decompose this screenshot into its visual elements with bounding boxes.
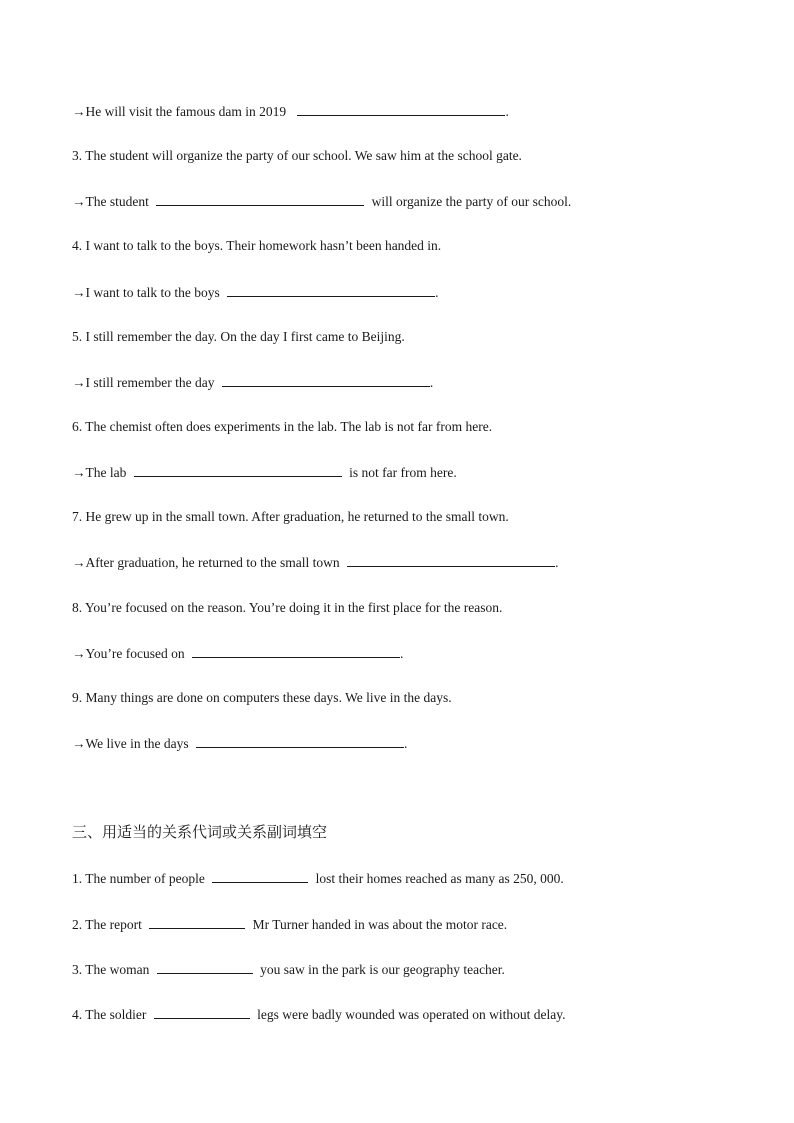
line-text: →I still remember the day (72, 375, 215, 390)
line-text: 3. The woman (72, 962, 150, 977)
line-text: 9. Many things are done on computers these days. We live in the days. (72, 690, 452, 705)
fill-item-1 (72, 869, 564, 888)
rewrite-line-5-answer (72, 373, 433, 392)
line-tail: . (505, 104, 509, 119)
rewrite-line-9-answer (72, 734, 407, 753)
answer-blank[interactable] (149, 915, 245, 929)
sentence-9 (72, 689, 452, 707)
sentence-5 (72, 328, 405, 346)
answer-blank[interactable] (156, 192, 364, 206)
answer-blank[interactable] (212, 869, 308, 883)
line-tail: . (429, 375, 434, 390)
rewrite-line-4-answer (72, 283, 438, 302)
line-tail: lost their homes reached as many as 250, 000. (315, 871, 564, 886)
line-tail: you saw in the park is our geography teacher. (260, 962, 505, 977)
line-tail: . (400, 646, 404, 661)
line-tail: Mr Turner handed in was about the motor race. (252, 917, 508, 932)
line-tail: . (555, 555, 559, 570)
line-tail: legs were badly wounded was operated on without delay. (257, 1007, 566, 1022)
rewrite-line-6-answer (72, 463, 457, 482)
sentence-6 (72, 418, 492, 436)
line-tail: is not far from here. (349, 465, 457, 480)
sentence-4 (72, 237, 441, 255)
answer-blank[interactable] (192, 644, 400, 658)
line-text: 4. The soldier (72, 1007, 147, 1022)
line-tail: . (404, 736, 408, 751)
line-text: →You’re focused on (72, 646, 185, 661)
line-text: 3. The student will organize the party of our school. We saw him at the school gate. (72, 148, 522, 163)
answer-blank[interactable] (157, 960, 253, 974)
fill-item-2 (72, 915, 507, 934)
sentence-3 (72, 147, 522, 165)
line-text: 6. The chemist often does experiments in the lab. The lab is not far from here. (72, 419, 493, 434)
rewrite-line-3-answer (72, 192, 571, 211)
sentence-8 (72, 599, 502, 617)
line-text: →The lab (72, 465, 127, 480)
answer-blank[interactable] (196, 734, 404, 748)
rewrite-line-8-answer (72, 644, 403, 663)
rewrite-line-2-answer (72, 102, 509, 121)
sentence-7 (72, 508, 509, 526)
answer-blank[interactable] (134, 463, 342, 477)
line-text: 1. The number of people (72, 871, 205, 886)
line-text: →He will visit the famous dam in 2019 (72, 104, 287, 119)
answer-blank[interactable] (297, 102, 505, 116)
answer-blank[interactable] (227, 283, 435, 297)
answer-blank[interactable] (347, 553, 555, 567)
fill-item-3 (72, 960, 505, 979)
line-text: →After graduation, he returned to the small town (72, 555, 340, 570)
answer-blank[interactable] (154, 1005, 250, 1019)
line-text: 5. I still remember the day. On the day I first came to Beijing. (72, 329, 405, 344)
line-text: 7. He grew up in the small town. After graduation, he returned to the small town. (72, 509, 509, 524)
line-tail: will organize the party of our school. (371, 194, 572, 209)
line-tail: . (435, 285, 439, 300)
line-text: 2. The report (72, 917, 142, 932)
fill-item-4 (72, 1005, 566, 1024)
line-text: →We live in the days (72, 736, 189, 751)
answer-blank[interactable] (222, 373, 430, 387)
line-text: 8. You’re focused on the reason. You’re doing it in the first place for the reason. (72, 600, 503, 615)
line-text: 4. I want to talk to the boys. Their homework hasn’t been handed in. (72, 238, 442, 253)
section-3-heading: 三、用适当的关系代词或关系副词填空 (72, 823, 328, 841)
line-text: →The student (72, 194, 149, 209)
line-text: →I want to talk to the boys (72, 285, 220, 300)
rewrite-line-7-answer (72, 553, 558, 572)
